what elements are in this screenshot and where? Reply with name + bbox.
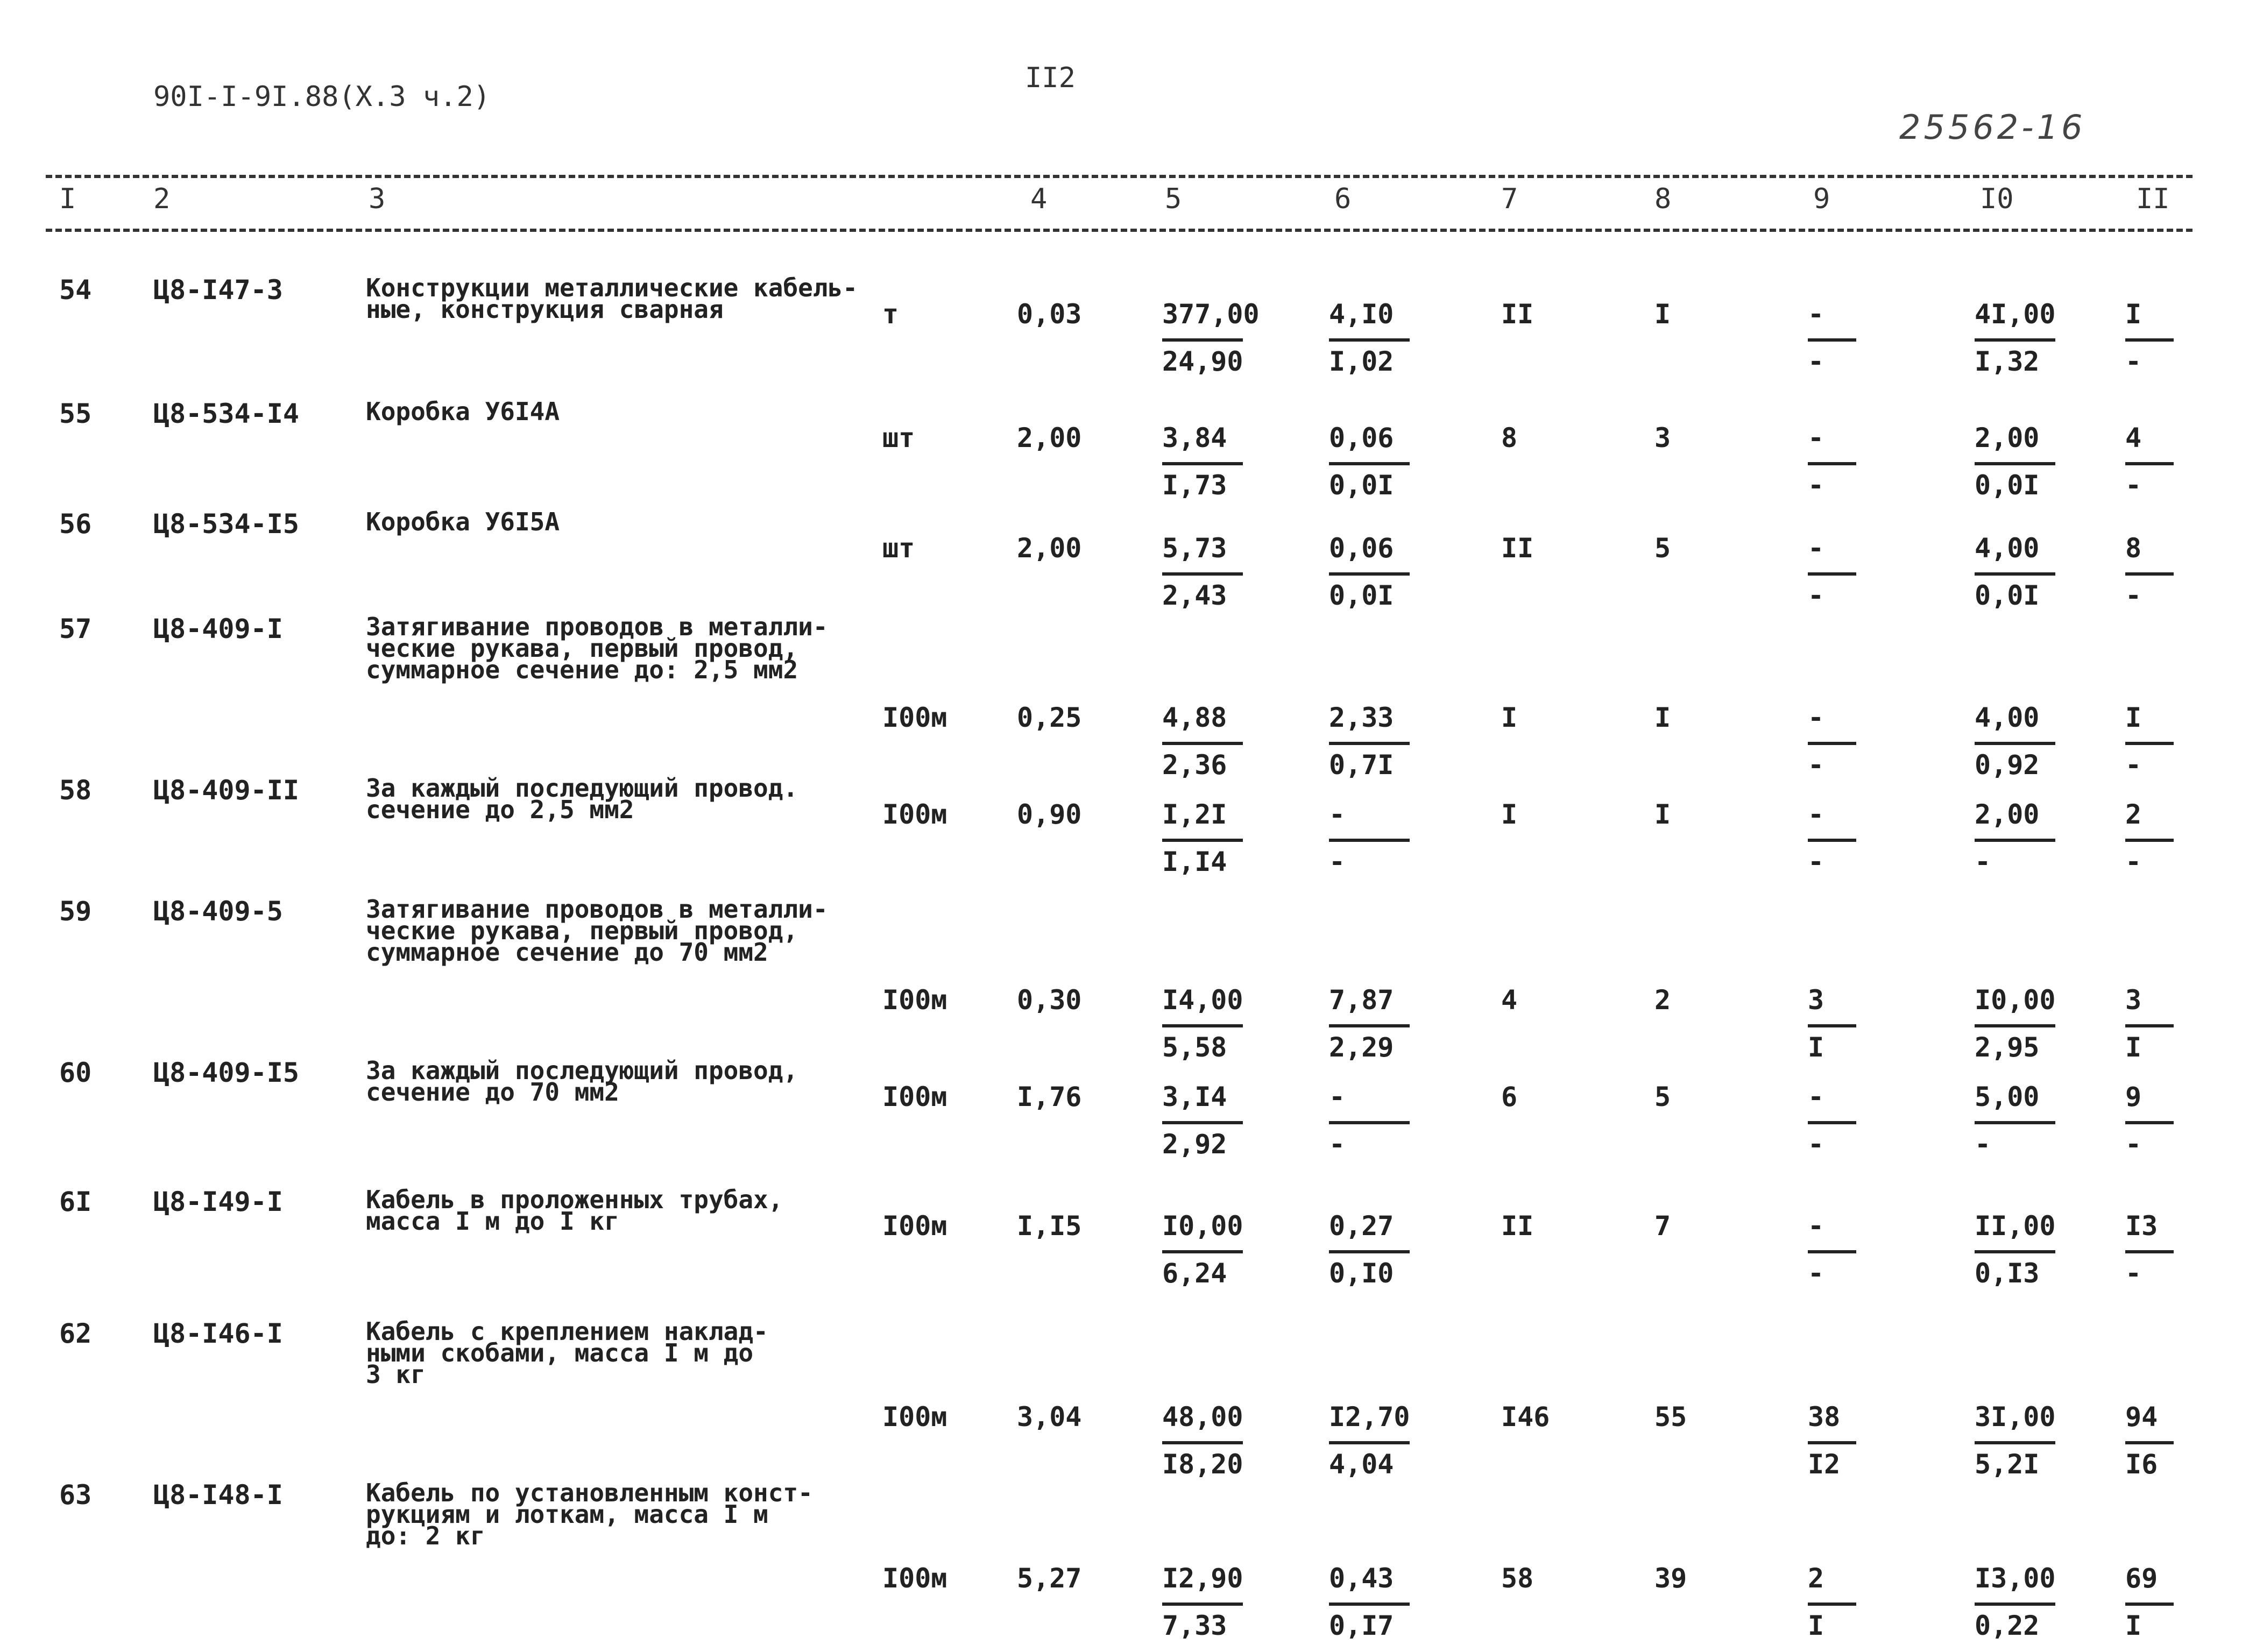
fraction-bar	[2125, 572, 2174, 576]
fraction-c9	[1808, 299, 1872, 378]
fraction-c5	[1162, 299, 1281, 378]
fraction-c6	[1329, 299, 1447, 378]
fraction-c6	[1329, 533, 1447, 612]
fraction-bar	[1808, 1250, 1856, 1253]
fraction-bottom: 0,22	[1975, 1610, 2040, 1641]
fraction-bar	[1329, 462, 1410, 465]
fraction-bottom: -	[1975, 1129, 1991, 1160]
fraction-top: 4,00	[1975, 533, 2040, 564]
fraction-top: 2,33	[1329, 702, 1394, 733]
fraction-c10	[1975, 299, 2093, 378]
col8-value: I	[1654, 799, 1671, 830]
document-code: 90I-I-9I.88(X.3 ч.2)	[153, 81, 491, 113]
fraction-bottom: 2,29	[1329, 1032, 1394, 1063]
fraction-bottom: 6,24	[1162, 1258, 1227, 1289]
fraction-top: 2	[1808, 1563, 1824, 1594]
fraction-c10	[1975, 1210, 2093, 1290]
page-number: II2	[1025, 62, 1076, 94]
row-number: 57	[59, 613, 92, 644]
fraction-bottom: I	[2125, 1610, 2142, 1641]
fraction-c5	[1162, 1401, 1281, 1481]
col8-value: 3	[1654, 422, 1671, 453]
fraction-top: 7,87	[1329, 984, 1394, 1016]
fraction-c6	[1329, 1210, 1447, 1290]
unit: I00м	[882, 1563, 947, 1594]
fraction-c9	[1808, 422, 1872, 502]
fraction-top: I0,00	[1975, 984, 2056, 1016]
fraction-bottom: -	[2125, 1258, 2142, 1289]
quantity: 0,90	[1017, 799, 1082, 830]
fraction-top: 3,84	[1162, 422, 1227, 453]
fraction-bottom: 0,I3	[1975, 1258, 2040, 1289]
fraction-bar	[1162, 1250, 1243, 1253]
fraction-top: 4,I0	[1329, 299, 1394, 330]
quantity: 5,27	[1017, 1563, 1082, 1594]
fraction-bottom: 0,92	[1975, 749, 2040, 781]
fraction-bar	[1162, 572, 1243, 576]
fraction-bottom: -	[2125, 749, 2142, 781]
fraction-top: 0,06	[1329, 533, 1394, 564]
fraction-bar	[1975, 338, 2055, 342]
fraction-bottom: -	[1808, 1258, 1824, 1289]
fraction-bar	[1975, 1250, 2055, 1253]
fraction-top: 4	[2125, 422, 2142, 453]
fraction-top: -	[1808, 533, 1824, 564]
fraction-c9	[1808, 1081, 1872, 1161]
fraction-top: 2	[2125, 799, 2142, 830]
work-description: Кабель с креплением наклад- ными скобами, масса I м до 3 кг	[366, 1317, 768, 1389]
fraction-bar	[1808, 1024, 1856, 1027]
fraction-bottom: 0,0I	[1975, 470, 2040, 501]
col-header-11: II	[2136, 183, 2170, 215]
fraction-bottom: 0,I0	[1329, 1258, 1394, 1289]
row-number: 54	[59, 274, 92, 306]
work-description: Кабель по установленным конст- рукциям и лоткам, масса I м до: 2 кг	[366, 1478, 813, 1550]
rate-code: Ц8-409-I5	[153, 1057, 299, 1088]
fraction-bottom: 7,33	[1162, 1610, 1227, 1641]
fraction-c9	[1808, 1563, 1872, 1642]
fraction-bottom: -	[2125, 846, 2142, 877]
header-rule-top	[46, 175, 2193, 178]
fraction-top: 0,06	[1329, 422, 1394, 453]
fraction-bar	[1975, 462, 2055, 465]
fraction-bar	[1975, 1121, 2055, 1124]
fraction-bottom: I6	[2125, 1449, 2158, 1480]
fraction-top: -	[1808, 299, 1824, 330]
unit: I00м	[882, 1081, 947, 1112]
row-number: 63	[59, 1479, 92, 1511]
fraction-bottom: 0,0I	[1975, 580, 2040, 611]
fraction-bar	[1162, 1603, 1243, 1606]
fraction-bottom: I	[1808, 1610, 1824, 1641]
fraction-top: 5,00	[1975, 1081, 2040, 1112]
fraction-bar	[2125, 839, 2174, 842]
fraction-top: 2,00	[1975, 422, 2040, 453]
fraction-top: -	[1808, 799, 1824, 830]
fraction-bottom: I,02	[1329, 346, 1394, 377]
fraction-bottom: 2,36	[1162, 749, 1227, 781]
fraction-bottom: -	[1808, 470, 1824, 501]
fraction-c11	[2125, 1210, 2190, 1290]
fraction-c6	[1329, 422, 1447, 502]
unit: I00м	[882, 799, 947, 830]
fraction-bar	[2125, 1121, 2174, 1124]
fraction-bar	[1162, 839, 1243, 842]
rate-code: Ц8-534-I5	[153, 508, 299, 540]
quantity: 2,00	[1017, 533, 1082, 564]
fraction-bar	[1162, 1024, 1243, 1027]
fraction-top: 69	[2125, 1563, 2158, 1594]
fraction-top: 377,00	[1162, 299, 1260, 330]
fraction-bottom: I8,20	[1162, 1449, 1243, 1480]
fraction-top: -	[1329, 1081, 1346, 1112]
quantity: 0,03	[1017, 299, 1082, 330]
fraction-bar	[1329, 1121, 1410, 1124]
fraction-top: 9	[2125, 1081, 2142, 1112]
fraction-top: 5,73	[1162, 533, 1227, 564]
fraction-bar	[1808, 462, 1856, 465]
row-number: 56	[59, 508, 92, 540]
fraction-top: I2,70	[1329, 1401, 1410, 1433]
col8-value: 7	[1654, 1210, 1671, 1242]
fraction-c5	[1162, 702, 1281, 782]
fraction-bottom: -	[1808, 1129, 1824, 1160]
quantity: 3,04	[1017, 1401, 1082, 1433]
fraction-c5	[1162, 1563, 1281, 1642]
fraction-bar	[1162, 1121, 1243, 1124]
work-description: Кабель в проложенных трубах, масса I м до I кг	[366, 1185, 783, 1236]
work-description: За каждый последующий провод, сечение до 70 мм2	[366, 1056, 798, 1107]
fraction-bottom: -	[2125, 1129, 2142, 1160]
col-header-2: 2	[153, 183, 171, 215]
fraction-c5	[1162, 533, 1281, 612]
fraction-c5	[1162, 984, 1281, 1064]
fraction-bar	[1329, 1024, 1410, 1027]
fraction-bottom: 2,43	[1162, 580, 1227, 611]
fraction-bottom: I,I4	[1162, 846, 1227, 877]
fraction-top: 3	[1808, 984, 1824, 1016]
fraction-bar	[2125, 338, 2174, 342]
fraction-bar	[1975, 1603, 2055, 1606]
col7-value: 4	[1501, 984, 1518, 1016]
fraction-c11	[2125, 1563, 2190, 1642]
rate-code: Ц8-409-I	[153, 613, 283, 644]
quantity: I,76	[1017, 1081, 1082, 1112]
quantity: 2,00	[1017, 422, 1082, 453]
fraction-bar	[1808, 338, 1856, 342]
col7-value: II	[1501, 533, 1534, 564]
rate-code: Ц8-I46-I	[153, 1318, 283, 1349]
fraction-bottom: -	[2125, 470, 2142, 501]
fraction-bar	[1329, 1441, 1410, 1444]
unit: I00м	[882, 702, 947, 733]
fraction-top: 48,00	[1162, 1401, 1243, 1433]
fraction-bottom: I	[2125, 1032, 2142, 1063]
fraction-bar	[1975, 572, 2055, 576]
fraction-c9	[1808, 702, 1872, 782]
fraction-c10	[1975, 533, 2093, 612]
work-description: За каждый последующий провод. сечение до 2,5 мм2	[366, 774, 798, 824]
fraction-c6	[1329, 1401, 1447, 1481]
fraction-c6	[1329, 702, 1447, 782]
fraction-bar	[1329, 839, 1410, 842]
fraction-bottom: 2,95	[1975, 1032, 2040, 1063]
fraction-bar	[1975, 742, 2055, 745]
fraction-bar	[1162, 742, 1243, 745]
fraction-c9	[1808, 1401, 1872, 1481]
fraction-bar	[1162, 462, 1243, 465]
fraction-c5	[1162, 799, 1281, 878]
unit: I00м	[882, 984, 947, 1016]
fraction-bottom: 4,04	[1329, 1449, 1394, 1480]
fraction-c11	[2125, 1401, 2190, 1481]
col8-value: I	[1654, 299, 1671, 330]
fraction-bottom: 0,0I	[1329, 470, 1394, 501]
fraction-bottom: 0,0I	[1329, 580, 1394, 611]
fraction-bar	[1975, 1024, 2055, 1027]
fraction-bar	[1975, 1441, 2055, 1444]
row-number: 60	[59, 1057, 92, 1088]
col8-value: 2	[1654, 984, 1671, 1016]
rate-code: Ц8-I48-I	[153, 1479, 283, 1511]
fraction-top: I3,00	[1975, 1563, 2056, 1594]
fraction-bottom: -	[1808, 846, 1824, 877]
fraction-c5	[1162, 422, 1281, 502]
fraction-bottom: 24,90	[1162, 346, 1243, 377]
row-number: 58	[59, 775, 92, 806]
fraction-c10	[1975, 702, 2093, 782]
fraction-top: -	[1808, 1081, 1824, 1112]
fraction-c11	[2125, 799, 2190, 878]
rate-code: Ц8-534-I4	[153, 398, 299, 429]
col-header-1: I	[59, 183, 76, 215]
fraction-bar	[1808, 742, 1856, 745]
col-header-8: 8	[1654, 183, 1672, 215]
fraction-bottom: 0,I7	[1329, 1610, 1394, 1641]
fraction-c6	[1329, 799, 1447, 878]
col-header-5: 5	[1165, 183, 1182, 215]
fraction-bar	[2125, 1024, 2174, 1027]
fraction-top: I3	[2125, 1210, 2158, 1242]
fraction-top: -	[1329, 799, 1346, 830]
work-description: Затягивание проводов в металли- ческие рукава, первый провод, суммарное сечение до: 2,5 мм2	[366, 612, 828, 684]
fraction-bottom: -	[1329, 1129, 1346, 1160]
fraction-bar	[2125, 1603, 2174, 1606]
fraction-c10	[1975, 799, 2093, 878]
fraction-c10	[1975, 1081, 2093, 1161]
fraction-bottom: 2,92	[1162, 1129, 1227, 1160]
work-description: Конструкции металлические кабель- ные, конструкция сварная	[366, 273, 858, 324]
col7-value: I46	[1501, 1401, 1550, 1433]
fraction-top: 3I,00	[1975, 1401, 2056, 1433]
fraction-top: 4I,00	[1975, 299, 2056, 330]
fraction-bottom: 0,7I	[1329, 749, 1394, 781]
quantity: 0,25	[1017, 702, 1082, 733]
row-number: 55	[59, 398, 92, 429]
fraction-c5	[1162, 1081, 1281, 1161]
fraction-c6	[1329, 1563, 1447, 1642]
col-header-4: 4	[1030, 183, 1048, 215]
work-description: Коробка У6I5А	[366, 507, 560, 536]
fraction-bar	[1808, 1603, 1856, 1606]
fraction-bottom: I	[1808, 1032, 1824, 1063]
rate-code: Ц8-409-5	[153, 896, 283, 927]
fraction-top: 0,27	[1329, 1210, 1394, 1242]
fraction-c6	[1329, 984, 1447, 1064]
fraction-bar	[1329, 1603, 1410, 1606]
fraction-bar	[1975, 839, 2055, 842]
fraction-bottom: -	[1808, 749, 1824, 781]
fraction-top: 38	[1808, 1401, 1841, 1433]
work-description: Коробка У6I4А	[366, 397, 560, 426]
col7-value: I	[1501, 799, 1518, 830]
col8-value: 5	[1654, 533, 1671, 564]
fraction-c10	[1975, 984, 2093, 1064]
unit: I00м	[882, 1210, 947, 1242]
col7-value: 58	[1501, 1563, 1534, 1594]
fraction-c11	[2125, 984, 2190, 1064]
rate-code: Ц8-409-II	[153, 775, 299, 806]
work-description: Затягивание проводов в металли- ческие рукава, первый провод, суммарное сечение до 70 мм2	[366, 895, 828, 967]
fraction-c10	[1975, 1401, 2093, 1481]
handwritten-stamp: 25562-16	[1899, 108, 2086, 147]
fraction-top: II,00	[1975, 1210, 2056, 1242]
col-header-9: 9	[1813, 183, 1830, 215]
row-number: 62	[59, 1318, 92, 1349]
col8-value: 39	[1654, 1563, 1687, 1594]
col-header-10: I0	[1980, 183, 2014, 215]
fraction-top: -	[1808, 1210, 1824, 1242]
fraction-bar	[1808, 572, 1856, 576]
fraction-bottom: -	[1975, 846, 1991, 877]
fraction-bottom: -	[1329, 846, 1346, 877]
fraction-top: 4,88	[1162, 702, 1227, 733]
fraction-top: -	[1808, 422, 1824, 453]
col7-value: 6	[1501, 1081, 1518, 1112]
fraction-top: 2,00	[1975, 799, 2040, 830]
row-number: 6I	[59, 1186, 92, 1217]
fraction-bar	[1162, 338, 1243, 342]
col8-value: 55	[1654, 1401, 1687, 1433]
fraction-bar	[1329, 572, 1410, 576]
col7-value: 8	[1501, 422, 1518, 453]
fraction-top: I,2I	[1162, 799, 1227, 830]
fraction-c9	[1808, 533, 1872, 612]
fraction-bar	[1808, 839, 1856, 842]
col7-value: I	[1501, 702, 1518, 733]
fraction-top: 94	[2125, 1401, 2158, 1433]
fraction-c6	[1329, 1081, 1447, 1161]
col-header-6: 6	[1334, 183, 1352, 215]
fraction-bar	[2125, 1441, 2174, 1444]
fraction-top: 3,I4	[1162, 1081, 1227, 1112]
fraction-bar	[1808, 1121, 1856, 1124]
fraction-top: 4,00	[1975, 702, 2040, 733]
unit: т	[882, 299, 899, 330]
unit: I00м	[882, 1401, 947, 1433]
col8-value: I	[1654, 702, 1671, 733]
fraction-top: 3	[2125, 984, 2142, 1016]
fraction-bottom: I2	[1808, 1449, 1841, 1480]
fraction-c9	[1808, 1210, 1872, 1290]
fraction-bar	[2125, 742, 2174, 745]
quantity: 0,30	[1017, 984, 1082, 1016]
fraction-c11	[2125, 422, 2190, 502]
fraction-bottom: 5,2I	[1975, 1449, 2040, 1480]
rate-code: Ц8-I47-3	[153, 274, 283, 306]
fraction-bottom: -	[1808, 580, 1824, 611]
fraction-bar	[2125, 462, 2174, 465]
header-rule-bottom	[46, 229, 2193, 232]
fraction-top: I2,90	[1162, 1563, 1243, 1594]
col7-value: II	[1501, 299, 1534, 330]
fraction-top: I	[2125, 702, 2142, 733]
fraction-c11	[2125, 533, 2190, 612]
fraction-top: 8	[2125, 533, 2142, 564]
fraction-c10	[1975, 1563, 2093, 1642]
fraction-bar	[1329, 338, 1410, 342]
fraction-c11	[2125, 1081, 2190, 1161]
fraction-c9	[1808, 984, 1872, 1064]
fraction-c10	[1975, 422, 2093, 502]
fraction-bar	[1808, 1441, 1856, 1444]
fraction-top: I0,00	[1162, 1210, 1243, 1242]
fraction-bar	[1329, 1250, 1410, 1253]
fraction-top: I4,00	[1162, 984, 1243, 1016]
fraction-c9	[1808, 799, 1872, 878]
fraction-bottom: I,73	[1162, 470, 1227, 501]
unit: шт	[882, 533, 915, 564]
fraction-c11	[2125, 702, 2190, 782]
fraction-bottom: 5,58	[1162, 1032, 1227, 1063]
fraction-top: I	[2125, 299, 2142, 330]
fraction-bottom: -	[2125, 580, 2142, 611]
fraction-bar	[2125, 1250, 2174, 1253]
fraction-bottom: I,32	[1975, 346, 2040, 377]
fraction-c11	[2125, 299, 2190, 378]
fraction-top: -	[1808, 702, 1824, 733]
col7-value: II	[1501, 1210, 1534, 1242]
unit: шт	[882, 422, 915, 453]
col8-value: 5	[1654, 1081, 1671, 1112]
col-header-7: 7	[1501, 183, 1518, 215]
fraction-bottom: -	[2125, 346, 2142, 377]
fraction-bar	[1329, 742, 1410, 745]
fraction-top: 0,43	[1329, 1563, 1394, 1594]
fraction-c5	[1162, 1210, 1281, 1290]
row-number: 59	[59, 896, 92, 927]
fraction-bar	[1162, 1441, 1243, 1444]
quantity: I,I5	[1017, 1210, 1082, 1242]
fraction-bottom: -	[1808, 346, 1824, 377]
col-header-3: 3	[369, 183, 386, 215]
rate-code: Ц8-I49-I	[153, 1186, 283, 1217]
